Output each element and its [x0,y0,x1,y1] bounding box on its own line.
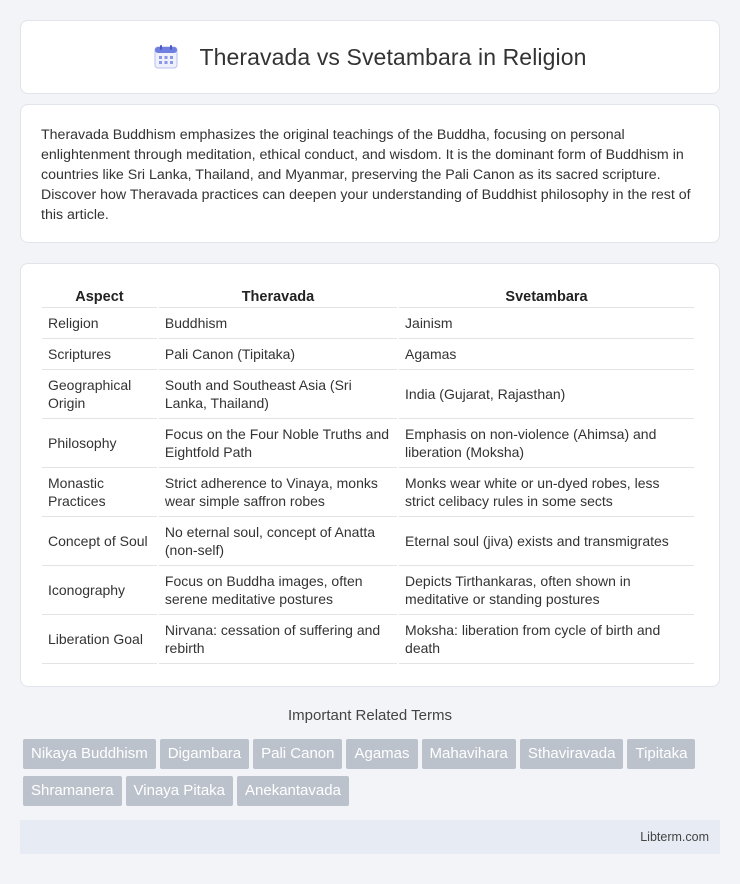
tag-nikaya-buddhism[interactable]: Nikaya Buddhism [23,739,156,769]
tag-vinaya-pitaka[interactable]: Vinaya Pitaka [126,776,233,806]
table-cell: Religion [42,308,157,339]
footer [20,820,720,854]
table-row [42,566,694,615]
table-cell: Liberation Goal [42,615,157,664]
comparison-table [40,284,696,664]
table-row [42,339,694,370]
table-row [42,517,694,566]
related-terms-title: Important Related Terms [288,707,452,724]
table-cell: Focus on the Four Noble Truths and Eightfold Path [159,419,397,468]
header-svetambara: Svetambara [399,284,694,308]
table-cell: Moksha: liberation from cycle of birth and death [399,615,694,664]
comparison-card [20,263,720,687]
header-aspect: Aspect [42,284,157,308]
table-cell: Geographical Origin [42,370,157,419]
table-cell: No eternal soul, concept of Anatta (non-self) [159,517,397,566]
table-cell: Jainism [399,308,694,339]
tag-pali-canon[interactable]: Pali Canon [253,739,342,769]
table-cell: Concept of Soul [42,517,157,566]
page-title: Theravada vs Svetambara in Religion [199,43,587,70]
table-cell: Nirvana: cessation of suffering and rebirth [159,615,397,664]
table-cell: Philosophy [42,419,157,468]
tag-anekantavada[interactable]: Anekantavada [237,776,349,806]
table-cell: Focus on Buddha images, often serene meditative postures [159,566,397,615]
intro-card [20,104,720,243]
table-cell: India (Gujarat, Rajasthan) [399,370,694,419]
header-theravada: Theravada [159,284,397,308]
tag-sthaviravada[interactable]: Sthaviravada [520,739,624,769]
tag-agamas[interactable]: Agamas [346,739,417,769]
tag-shramanera[interactable]: Shramanera [23,776,122,806]
table-cell: Agamas [399,339,694,370]
table-row [42,370,694,419]
table-cell: Monastic Practices [42,468,157,517]
related-terms-list [23,739,723,813]
table-cell: Pali Canon (Tipitaka) [159,339,397,370]
table-cell: Depicts Tirthankaras, often shown in meditative or standing postures [399,566,694,615]
footer-site-link[interactable]: Libterm.com [640,830,709,844]
table-cell: Emphasis on non-violence (Ahimsa) and liberation (Moksha) [399,419,694,468]
table-cell: Monks wear white or un-dyed robes, less strict celibacy rules in some sects [399,468,694,517]
calendar-icon [153,44,179,70]
tag-digambara[interactable]: Digambara [160,739,249,769]
table-cell: Scriptures [42,339,157,370]
table-row [42,468,694,517]
intro-text: Theravada Buddhism emphasizes the original teachings of the Buddha, focusing on personal enlightenment through meditation, ethical conduct, and wisdom. It is the dominant form of Buddhism in countries like Sri Lanka, Thailand, and Myanmar, preserving the Pali Canon as its sacred scripture. Discover how Theravada practices can deepen your understanding of Buddhist philosophy in the rest of this article. [41,127,691,223]
table-cell: Buddhism [159,308,397,339]
title-card [20,20,720,94]
table-cell: Eternal soul (jiva) exists and transmigrates [399,517,694,566]
tag-tipitaka[interactable]: Tipitaka [627,739,695,769]
tag-mahavihara[interactable]: Mahavihara [422,739,516,769]
table-cell: South and Southeast Asia (Sri Lanka, Thailand) [159,370,397,419]
table-cell: Strict adherence to Vinaya, monks wear simple saffron robes [159,468,397,517]
table-header-row [42,284,694,308]
table-row [42,419,694,468]
table-row [42,308,694,339]
table-cell: Iconography [42,566,157,615]
table-row [42,615,694,664]
